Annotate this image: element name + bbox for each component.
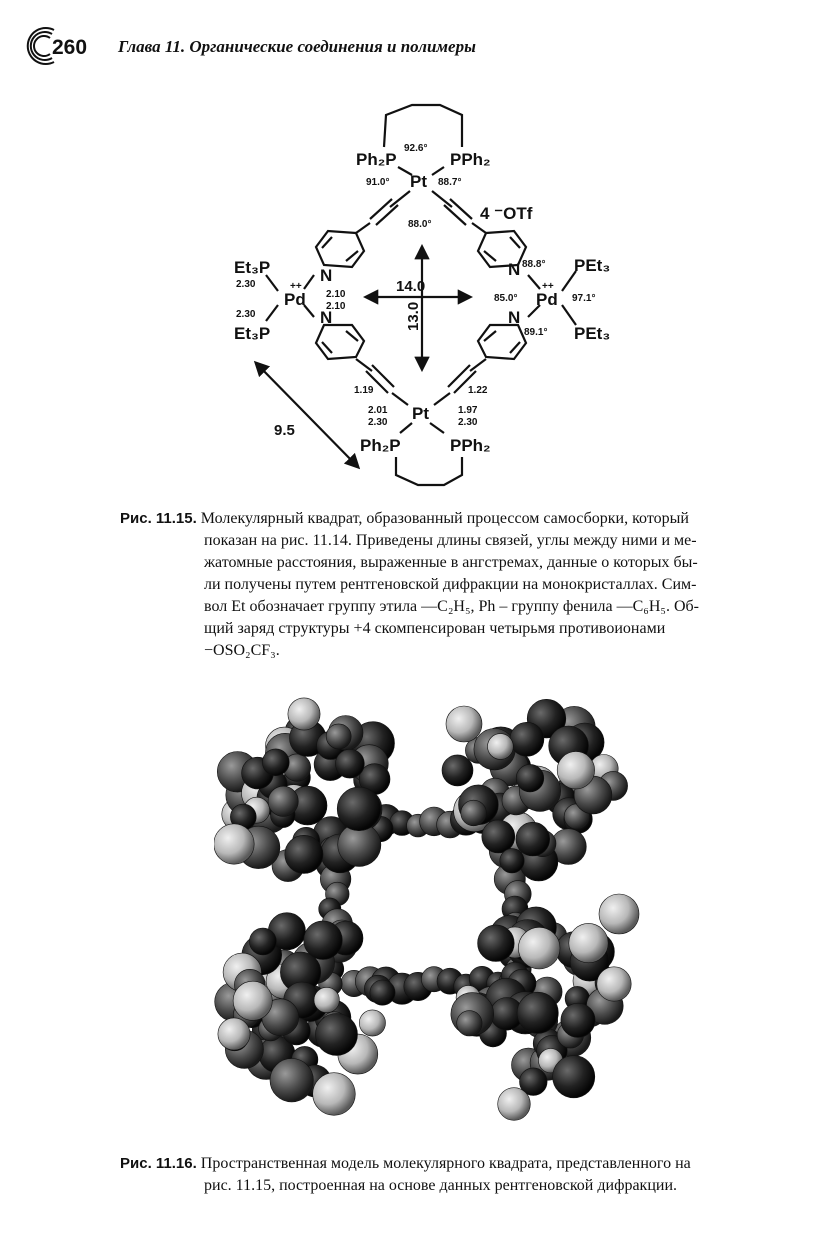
counterion-label: 4 ⁻OTf (480, 204, 533, 223)
atom-sphere (313, 1073, 356, 1116)
bond-alkyne-left: 1.19 (354, 385, 374, 396)
atom-sphere (370, 980, 395, 1005)
atom-sphere (516, 822, 550, 856)
bond-pd-left-p-upper: 2.30 (236, 279, 256, 290)
bond-pt-bottom-p-right: 2.30 (458, 417, 478, 428)
distance-diagonal: 9.5 (274, 422, 295, 439)
atom-sphere (461, 800, 487, 826)
atom-sphere (488, 734, 514, 760)
atom-sphere (498, 1088, 531, 1121)
caption-line: жатомные расстояния, выраженные в ангстремах, данные о которых бы- (204, 554, 698, 571)
angle-pd-right-lower: 89.1° (524, 327, 548, 338)
atom-sphere (270, 1059, 313, 1102)
atom-sphere (304, 921, 343, 960)
atom-sphere (326, 724, 351, 749)
angle-pd-right-inner: 85.0° (494, 293, 518, 304)
atom-sphere (517, 992, 558, 1033)
atom-pd-left: Pd (284, 290, 306, 309)
group-et3p-lower: Et₃P (234, 324, 271, 343)
angle-pt-top-right: 88.7° (438, 177, 462, 188)
atom-sphere (597, 967, 631, 1001)
caption-line: щий заряд структуры +4 скомпенсирован четырьмя противоионами (204, 620, 666, 637)
atom-sphere (218, 1018, 250, 1050)
atom-sphere (288, 698, 320, 730)
distance-vertical: 13.0 (405, 301, 422, 331)
group-et3p-upper: Et₃P (234, 258, 271, 277)
group-pet3-lower: PEt₃ (574, 324, 611, 343)
atom-sphere (557, 752, 594, 789)
atom-sphere (249, 928, 276, 955)
bond-pd-left-n-lower: 2.10 (326, 301, 346, 312)
charge-pd-right: ++ (542, 281, 554, 292)
atom-sphere (599, 894, 639, 934)
group-pet3-upper: PEt₃ (574, 256, 611, 275)
atom-n-right-lower: N (508, 308, 521, 327)
caption-line: ли получены путем рентгеновской дифракции на монокристаллах. Сим- (204, 576, 697, 593)
angle-pt-top-c-c: 88.0° (408, 219, 432, 230)
angle-pt-top-left: 91.0° (366, 177, 390, 188)
atom-sphere (516, 764, 544, 792)
angle-pd-right-upper: 88.8° (522, 259, 546, 270)
group-pph2-bottom-right: PPh₂ (450, 436, 491, 455)
molecular-square-diagram (200, 95, 640, 495)
atom-sphere (214, 824, 254, 864)
page-number: 260 (52, 36, 88, 59)
atom-sphere (233, 981, 272, 1020)
atom-pd-right: Pd (536, 290, 558, 309)
caption-line: показан на рис. 11.14. Приведены длины связей, углы между ними и ме- (204, 532, 697, 549)
caption-line: −OSO₂CF₃. (204, 642, 280, 659)
group-ph2p-top-left: Ph₂P (356, 150, 397, 169)
angle-pd-right-p: 97.1° (572, 293, 596, 304)
bond-alkyne-right: 1.22 (468, 385, 488, 396)
bond-pt-bottom-p-left: 2.30 (368, 417, 388, 428)
atom-sphere (359, 1010, 385, 1036)
sphere-cluster (214, 698, 639, 1120)
atom-sphere (442, 755, 473, 786)
bond-pt-bottom-c-left: 2.01 (368, 405, 388, 416)
atom-sphere (561, 1003, 595, 1037)
caption-line: рис. 11.15, построенная на основе данных рентгеновской дифракции. (204, 1177, 677, 1194)
group-pph2-top-right: PPh₂ (450, 150, 491, 169)
space-filling-model-image (214, 684, 644, 1124)
charge-pd-left: ++ (290, 281, 302, 292)
atom-sphere (446, 706, 482, 742)
atom-sphere (553, 1056, 595, 1098)
atom-sphere (316, 1014, 358, 1056)
atom-sphere (337, 787, 381, 831)
atom-sphere (336, 749, 365, 778)
running-head: Глава 11. Органические соединения и полимеры (118, 37, 476, 56)
bond-pd-left-p-lower: 2.30 (236, 309, 256, 320)
atom-sphere (457, 1011, 482, 1036)
atom-sphere (510, 722, 544, 756)
bond-pd-left-n-upper: 2.10 (326, 289, 346, 300)
bond-pt-bottom-c-right: 1.97 (458, 405, 478, 416)
atom-sphere (518, 927, 560, 969)
caption-line: Пространственная модель молекулярного квадрата, представленного на (200, 1155, 691, 1172)
distance-horizontal: 14.0 (396, 278, 426, 295)
figure-11-15-caption (120, 508, 790, 662)
atom-sphere (478, 925, 515, 962)
atom-sphere (268, 786, 298, 816)
angle-pt-top-p-p: 92.6° (404, 143, 428, 154)
caption-line: вол Et обозначает группу этила —C₂H₅, Ph – группу фенила —C₆H₅. Об- (204, 598, 699, 615)
atom-n-left-upper: N (320, 266, 333, 285)
atom-sphere (500, 849, 524, 873)
atom-sphere (569, 923, 608, 962)
atom-pt-top: Pt (410, 172, 427, 191)
atom-n-right-upper: N (508, 260, 521, 279)
atom-sphere (262, 749, 289, 776)
caption-line: Молекулярный квадрат, образованный процессом самосборки, который (200, 510, 689, 527)
figure-11-16-caption (120, 1153, 790, 1197)
atom-n-left-lower: N (320, 308, 333, 327)
atom-pt-bottom: Pt (412, 404, 429, 423)
figure-11-15-label: Рис. 11.15. (120, 510, 197, 527)
group-ph2p-bottom-left: Ph₂P (360, 436, 401, 455)
atom-sphere (285, 835, 323, 873)
atom-sphere (314, 987, 339, 1012)
atom-sphere (482, 820, 515, 853)
figure-11-16-label: Рис. 11.16. (120, 1155, 197, 1172)
